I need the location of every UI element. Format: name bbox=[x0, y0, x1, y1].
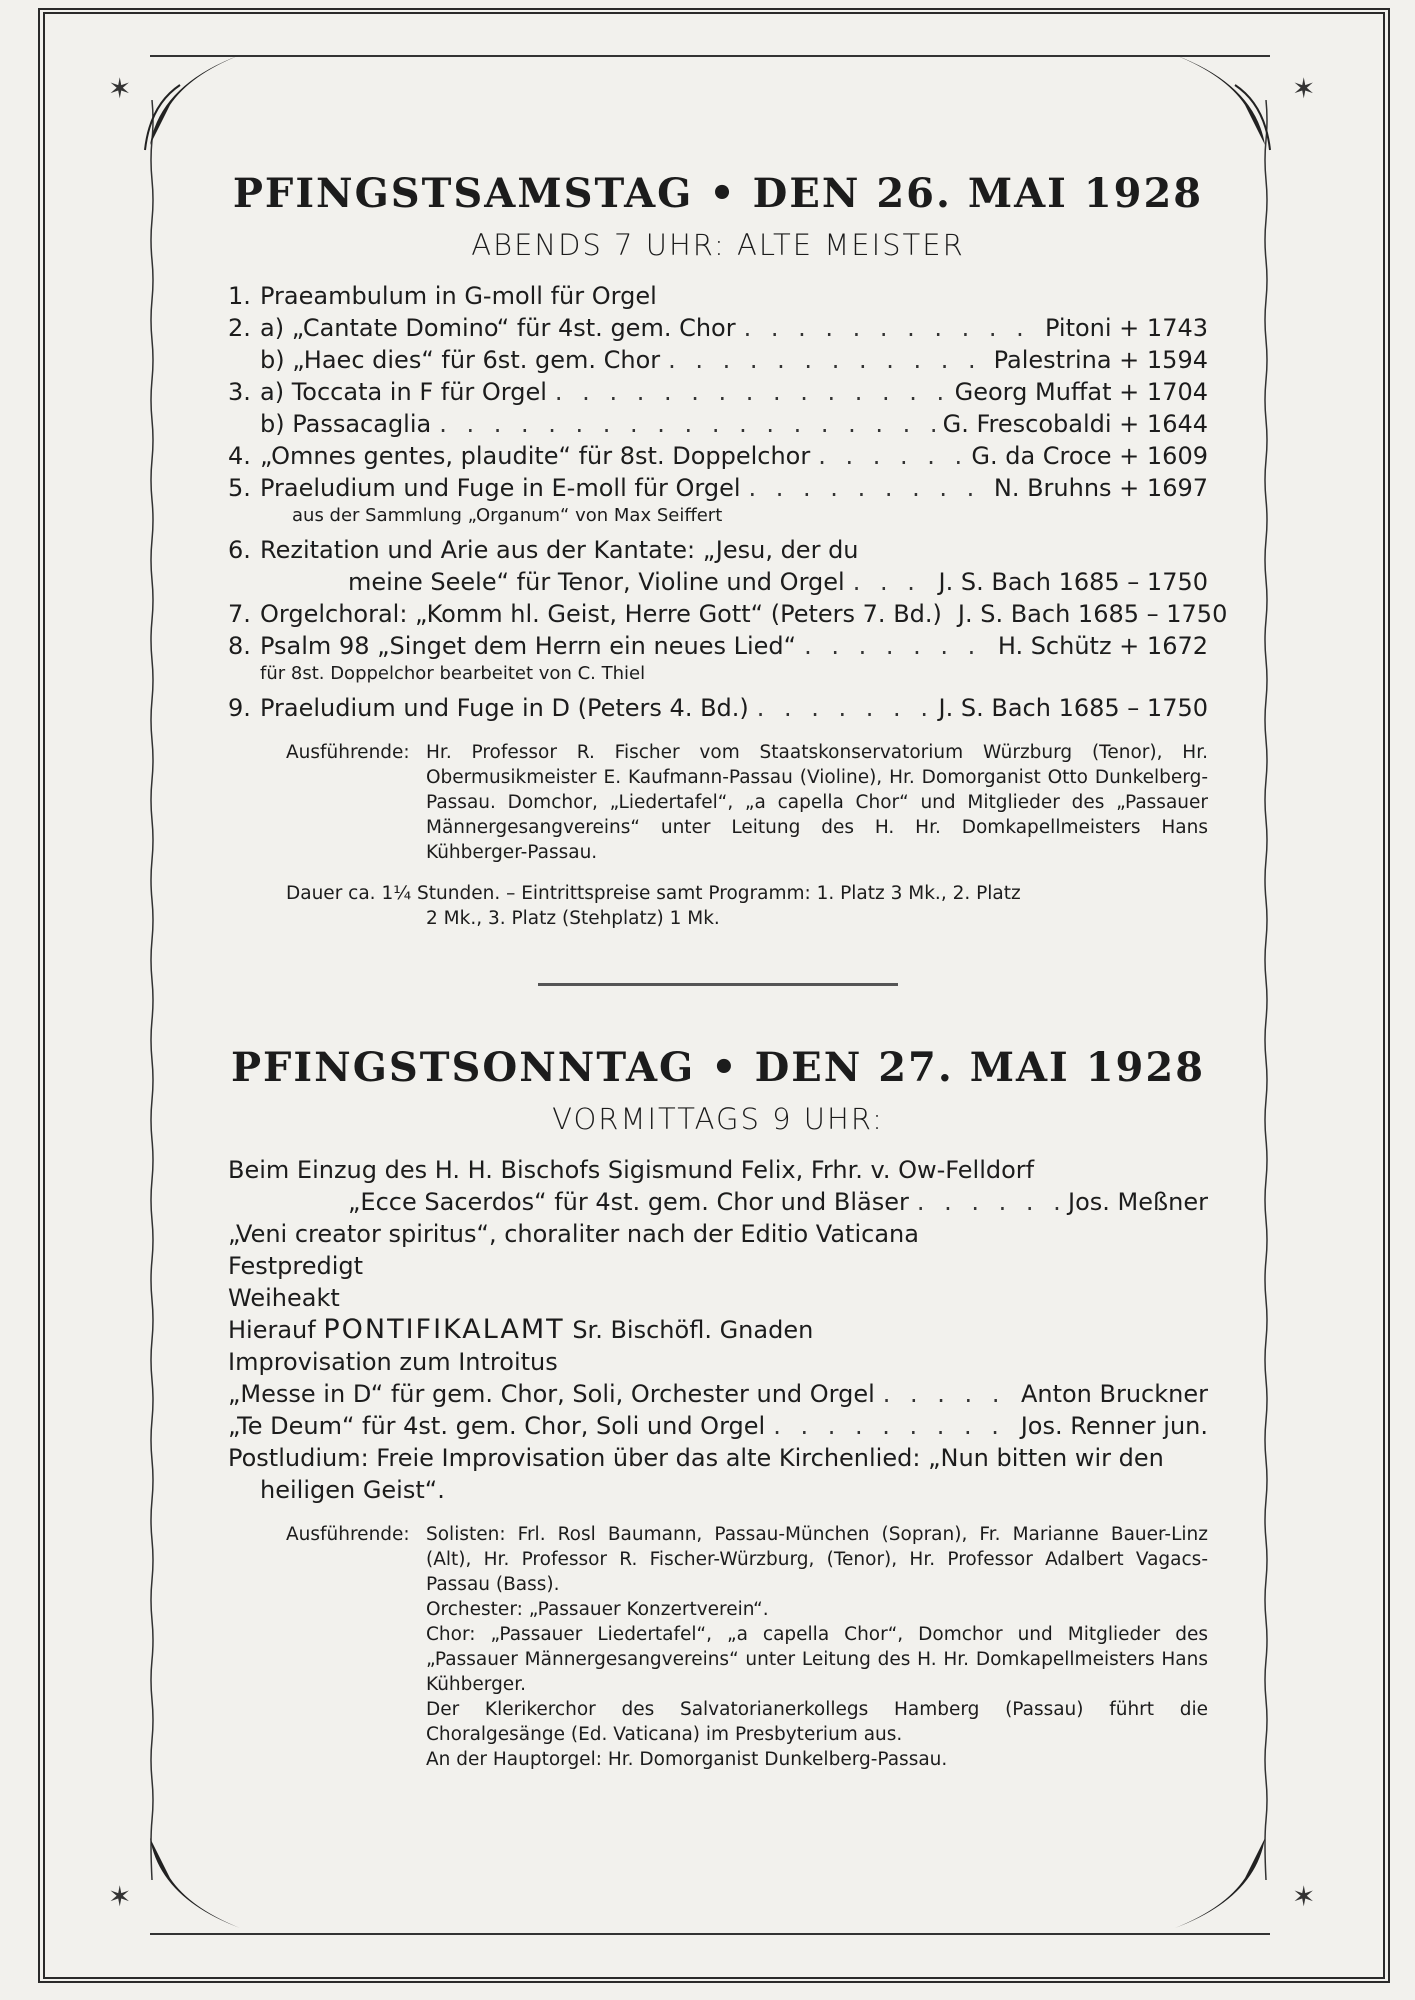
corner-ornament-bottom-left-icon bbox=[140, 1828, 250, 1938]
sunday-performers bbox=[228, 1522, 1208, 1772]
corner-ornament-top-right-icon bbox=[1165, 45, 1275, 155]
composer: Anton Bruckner bbox=[1020, 1380, 1208, 1408]
program-line: Weiheakt bbox=[228, 1284, 340, 1312]
sunday-title: PFINGSTSONNTAG • DEN 27. MAI 1928 bbox=[230, 1044, 1206, 1091]
program-note: aus der Sammlung „Organum“ von Max Seiffert bbox=[292, 505, 723, 526]
program-item: 3. a) Toccata in F für Orgel . . . Georg Muffat + 1704 bbox=[228, 376, 1208, 408]
program-item: 4. „Omnes gentes, plaudite“ für 8st. Doppelchor . . . G. da Croce + 1609 bbox=[228, 440, 1208, 472]
saturday-performers bbox=[228, 740, 1208, 865]
corner-ornament-bottom-right-icon bbox=[1165, 1828, 1275, 1938]
program-item: 6. Rezitation und Arie aus der Kantate: „Jesu, der du bbox=[228, 536, 859, 564]
composer: J. S. Bach 1685 – 1750 bbox=[938, 694, 1208, 722]
program-line: Hierauf PONTIFIKALAMT Sr. Bischöfl. Gnaden bbox=[228, 1314, 814, 1345]
composer: N. Bruhns + 1697 bbox=[993, 474, 1208, 502]
program-item: 9. Praeludium und Fuge in D (Peters 4. Bd.) . . . J. S. Bach 1685 – 1750 bbox=[228, 692, 1208, 724]
composer: J. S. Bach 1685 – 1750 bbox=[957, 600, 1228, 628]
left-wavy-border bbox=[150, 100, 154, 1880]
program-line: Beim Einzug des H. H. Bischofs Sigismund Felix, Frhr. v. Ow-Felldorf bbox=[228, 1156, 1035, 1184]
star-icon: ✶ bbox=[108, 72, 132, 105]
composer: G. Frescobaldi + 1644 bbox=[942, 410, 1208, 438]
performers-choir: Chor: „Passauer Liedertafel“, „a capella Chor“, Domchor und Mitglieder des „Passauer Männergesangvereins“ unter Leitung des H. Hr. Domkapellmeisters Hans Kühberger. bbox=[426, 1624, 1208, 1695]
saturday-subtitle: ABENDS 7 UHR: ALTE MEISTER bbox=[471, 228, 965, 262]
composer: Pitoni + 1743 bbox=[1044, 314, 1208, 342]
performers-orchestra: Orchester: „Passauer Konzertverein“. bbox=[426, 1599, 769, 1620]
duration-prices: Dauer ca. 1¼ Stunden. – Eintrittspreise samt Programm: 1. Platz 3 Mk., 2. Platz 2 Mk., 3. Platz (Stehplatz) 1 Mk. bbox=[286, 883, 1021, 929]
performers-label: Ausführende: bbox=[286, 1524, 410, 1545]
program-line: Postludium: Freie Improvisation über das alte Kirchenlied: „Nun bitten wir den bbox=[228, 1444, 1164, 1472]
section-divider bbox=[538, 983, 898, 986]
pontifikalamt: PONTIFIKALAMT bbox=[323, 1314, 565, 1345]
program-content bbox=[228, 168, 1228, 1772]
program-item: „Te Deum“ für 4st. gem. Chor, Soli und Orgel . . . Jos. Renner jun. bbox=[228, 1410, 1208, 1442]
corner-ornament-top-left-icon bbox=[140, 45, 250, 155]
program-item: „Ecce Sacerdos“ für 4st. gem. Chor und Bläser . . . Jos. Meßner bbox=[228, 1186, 1208, 1218]
program-item-continuation: meine Seele“ für Tenor, Violine und Orgel . . . J. S. Bach 1685 – 1750 bbox=[228, 566, 1208, 598]
composer: Palestrina + 1594 bbox=[993, 346, 1208, 374]
program-item: b) „Haec dies“ für 6st. gem. Chor . . . Palestrina + 1594 bbox=[228, 344, 1208, 376]
sunday-program bbox=[228, 1154, 1208, 1506]
composer: G. da Croce + 1609 bbox=[971, 442, 1208, 470]
program-item: b) Passacaglia . . . G. Frescobaldi + 1644 bbox=[228, 408, 1208, 440]
right-wavy-border bbox=[1264, 100, 1268, 1880]
program-item: 1. Praeambulum in G-moll für Orgel bbox=[228, 282, 657, 310]
program-item: 5. Praeludium und Fuge in E-moll für Orgel . . . N. Bruhns + 1697 bbox=[228, 472, 1208, 504]
program-item: 7. Orgelchoral: „Komm hl. Geist, Herre Gott“ (Peters 7. Bd.) J. S. Bach 1685 – 1750 bbox=[228, 600, 1228, 628]
program-note: für 8st. Doppelchor bearbeitet von C. Thiel bbox=[260, 663, 646, 684]
composer: Jos. Meßner bbox=[1068, 1188, 1208, 1216]
program-line: Improvisation zum Introitus bbox=[228, 1348, 558, 1376]
program-line: heiligen Geist“. bbox=[260, 1476, 445, 1504]
performers-soloists: Solisten: Frl. Rosl Baumann, Passau-München (Sopran), Fr. Marianne Bauer-Linz (Alt), Hr. Professor R. Fischer-Würzburg, (Tenor), Hr. Professor Adalbert Vagacs-Passau (Bass). bbox=[426, 1524, 1208, 1595]
performers-label: Ausführende: bbox=[286, 742, 410, 763]
performers-clergy-choir: Der Klerikerchor des Salvatorianerkollegs Hamberg (Passau) führt die Choralgesänge (Ed. Vaticana) im Presbyterium aus. bbox=[426, 1699, 1208, 1745]
composer: H. Schütz + 1672 bbox=[997, 632, 1208, 660]
sunday-subtitle: VORMITTAGS 9 UHR: bbox=[552, 1102, 884, 1136]
program-item: „Messe in D“ für gem. Chor, Soli, Orchester und Orgel . . . Anton Bruckner bbox=[228, 1378, 1208, 1410]
performers-text: Hr. Professor R. Fischer vom Staatskonservatorium Würzburg (Tenor), Hr. Obermusikmeister E. Kaufmann-Passau (Violine), Hr. Domorganist Otto Dunkelberg-Passau. Domchor, „Liedertafel“, „a capella Chor“ und Mitglieder des „Passauer Männergesangvereins“ unter Leitung des H. Hr. Domkapellmeisters Hans Kühberger-Passau. bbox=[426, 742, 1208, 863]
saturday-title: PFINGSTSAMSTAG • DEN 26. MAI 1928 bbox=[232, 170, 1204, 217]
composer: Jos. Renner jun. bbox=[1020, 1412, 1208, 1440]
saturday-program bbox=[228, 280, 1228, 724]
performers-organ: An der Hauptorgel: Hr. Domorganist Dunkelberg-Passau. bbox=[426, 1749, 948, 1770]
star-icon: ✶ bbox=[1292, 72, 1316, 105]
composer: Georg Muffat + 1704 bbox=[954, 378, 1208, 406]
program-line: „Veni creator spiritus“, choraliter nach der Editio Vaticana bbox=[228, 1220, 919, 1248]
program-item: 8. Psalm 98 „Singet dem Herrn ein neues Lied“ . . . H. Schütz + 1672 bbox=[228, 630, 1208, 662]
program-item: 2. a) „Cantate Domino“ für 4st. gem. Chor . . . Pitoni + 1743 bbox=[228, 312, 1208, 344]
program-line: Festpredigt bbox=[228, 1252, 364, 1280]
star-icon: ✶ bbox=[1292, 1880, 1316, 1913]
star-icon: ✶ bbox=[108, 1880, 132, 1913]
composer: J. S. Bach 1685 – 1750 bbox=[938, 568, 1208, 596]
